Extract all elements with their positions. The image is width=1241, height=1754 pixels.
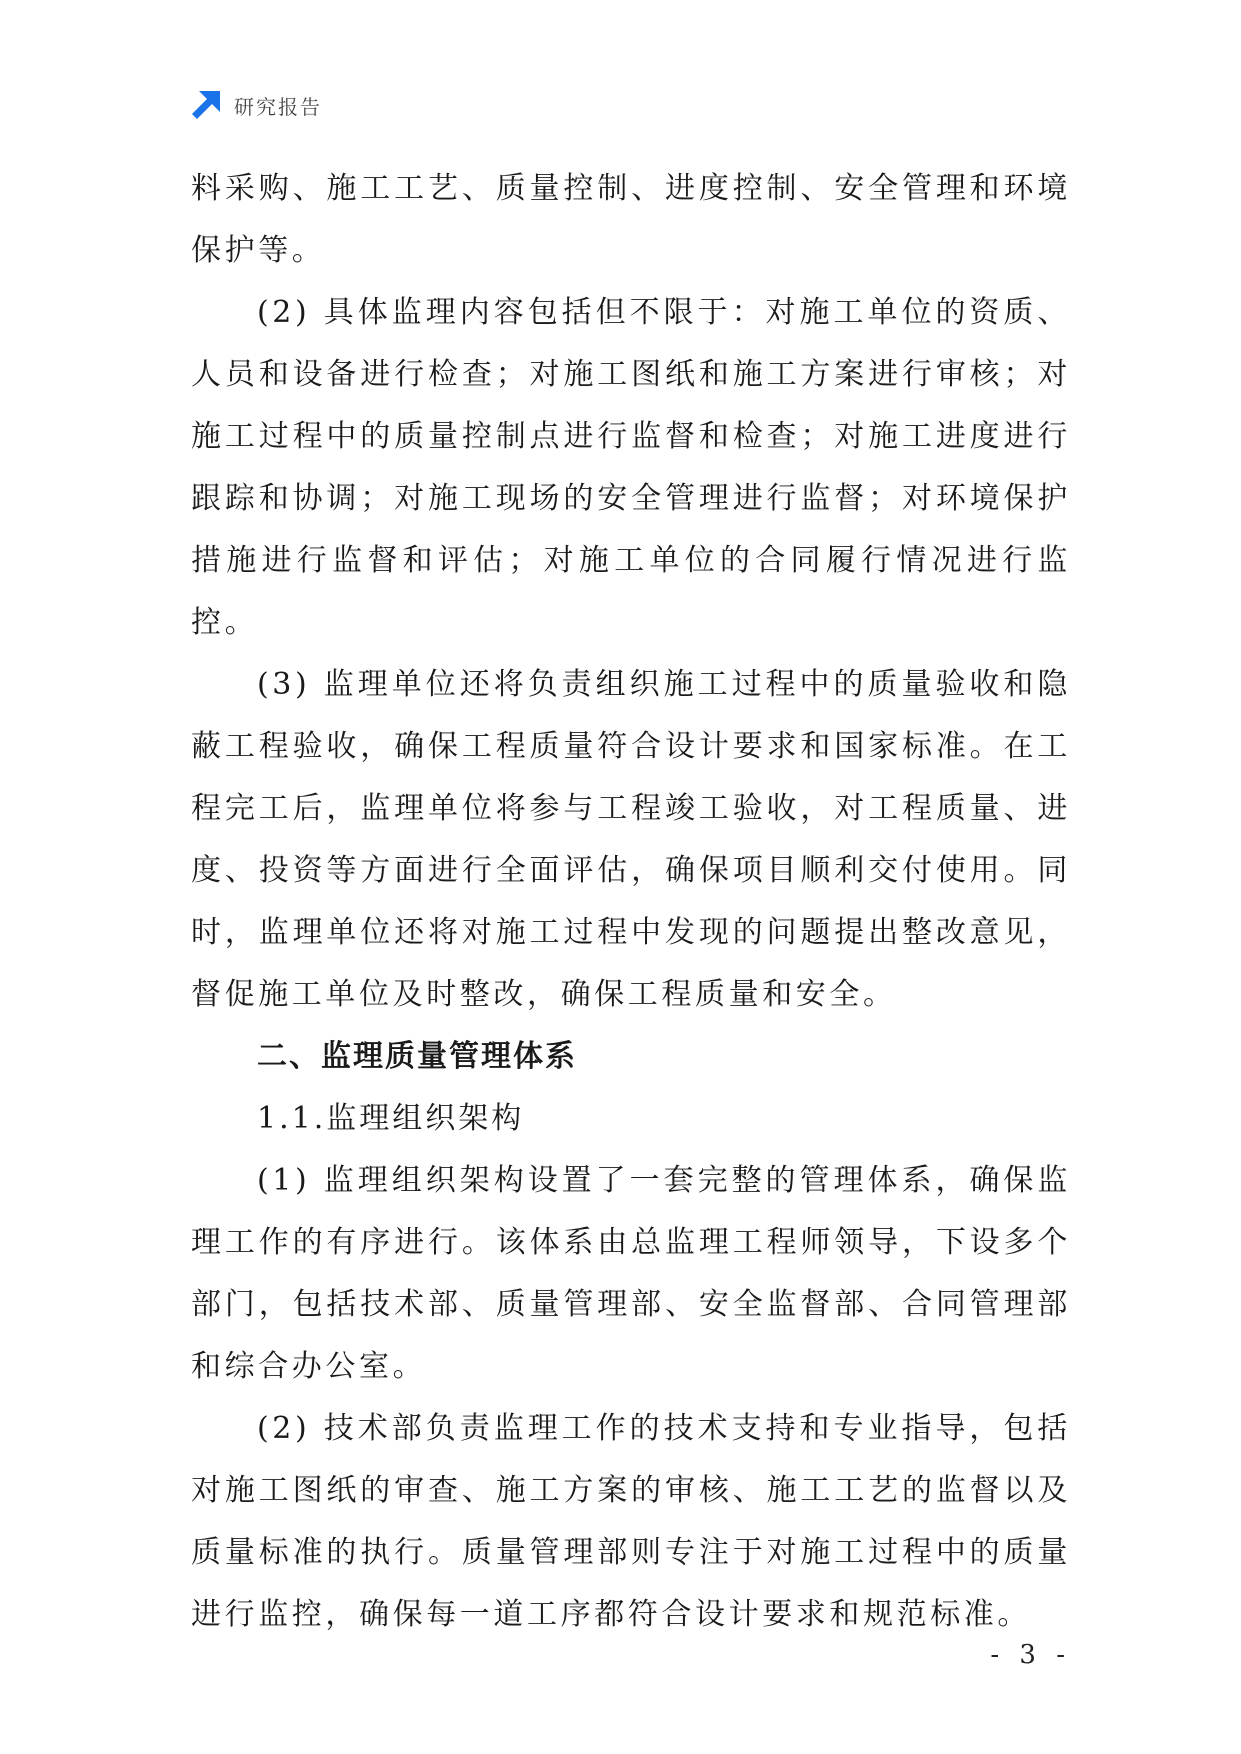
page-header — [190, 88, 322, 122]
paragraph-technical-department: (2) 技术部负责监理工作的技术支持和专业指导，包括对施工图纸的审查、施工方案的审核、施工工艺的监督以及质量标准的执行。质量管理部则专注于对施工过程中的质量进行监控，确保每一道工序都符合设计要求和规范标准。 — [191, 1411, 1071, 1632]
subsection-heading: 1.1.监理组织架构 — [257, 1101, 525, 1136]
paragraph-acceptance-duties: (3) 监理单位还将负责组织施工过程中的质量验收和隐蔽工程验收，确保工程质量符合设计要求和国家标准。在工程完工后，监理单位将参与工程竣工验收，对工程质量、进度、投资等方面进行全面评估，确保项目顺利交付使用。同时，监理单位还将对施工过程中发现的问题提出整改意见，督促施工单位及时整改，确保工程质量和安全。 — [191, 667, 1071, 1012]
report-header-title: 研究报告 — [234, 94, 322, 119]
arrow-logo-icon — [190, 89, 222, 121]
paragraph-org-structure: (1) 监理组织架构设置了一套完整的管理体系，确保监理工作的有序进行。该体系由总监理工程师领导，下设多个部门，包括技术部、质量管理部、安全监督部、合同管理部和综合办公室。 — [191, 1163, 1071, 1384]
document-body — [191, 158, 1071, 1646]
page-number: - 3 - — [990, 1640, 1071, 1670]
section-heading: 二、监理质量管理体系 — [257, 1039, 577, 1074]
paragraph-intro-continuation: 料采购、施工工艺、质量控制、进度控制、安全管理和环境保护等。 — [191, 171, 1071, 268]
paragraph-supervision-content: (2) 具体监理内容包括但不限于：对施工单位的资质、人员和设备进行检查；对施工图纸和施工方案进行审核；对施工过程中的质量控制点进行监督和检查；对施工进度进行跟踪和协调；对施工现场的安全管理进行监督；对环境保护措施进行监督和评估；对施工单位的合同履行情况进行监控。 — [191, 295, 1071, 640]
